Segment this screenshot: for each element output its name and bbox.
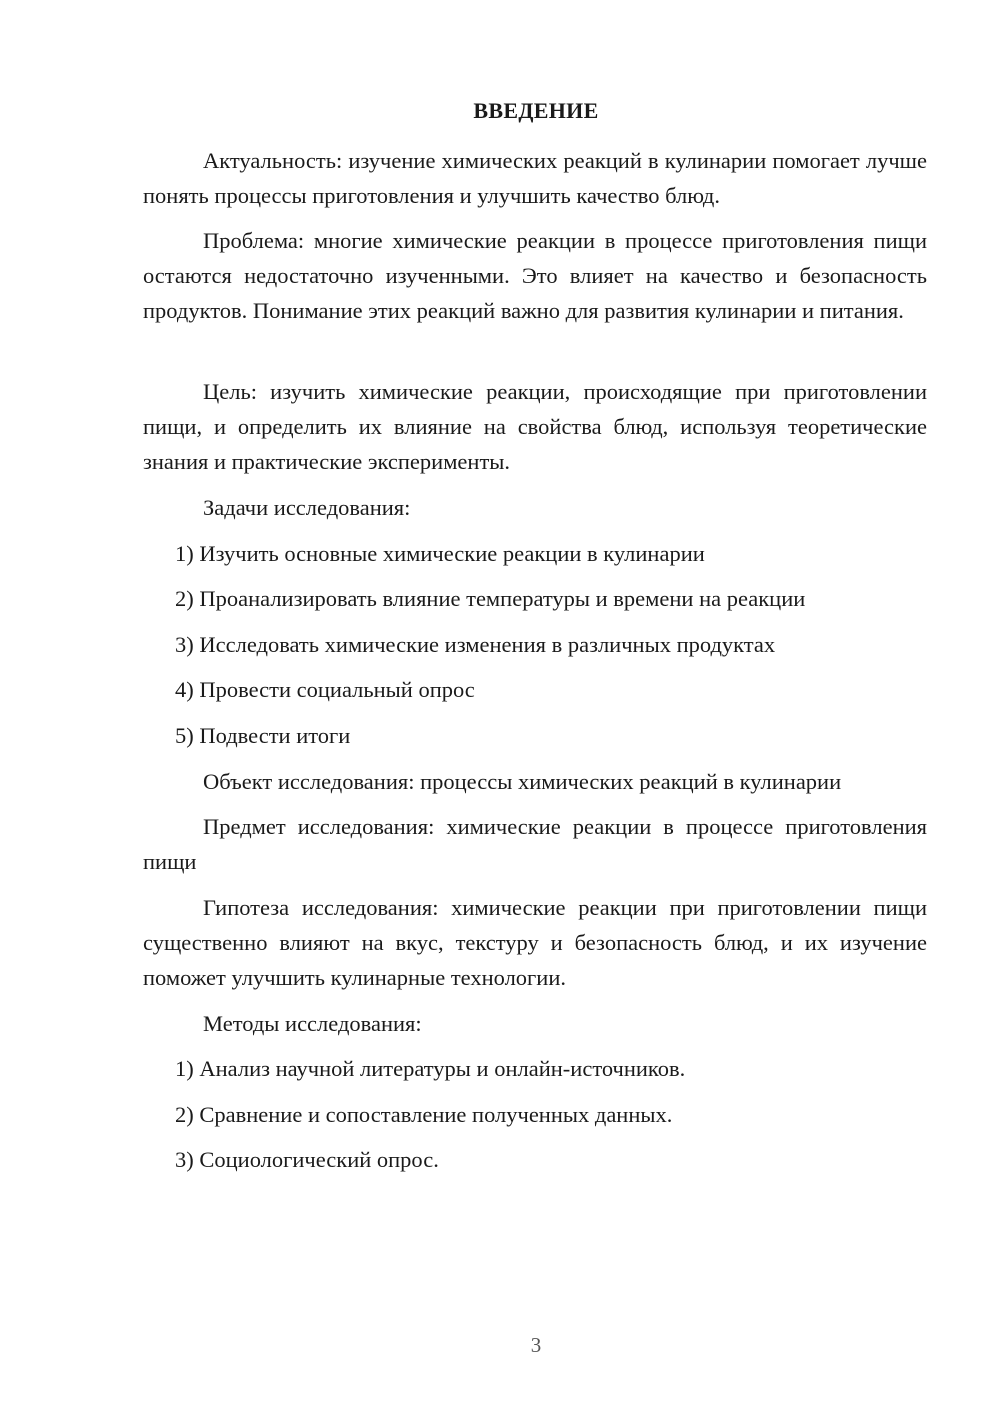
relevance-paragraph: Актуальность: изучение химических реакций в кулинарии помогает лучше понять процессы приготовления и улучшить качество блюд. — [143, 148, 927, 208]
method-item: 3) Социологический опрос. — [175, 1147, 439, 1172]
method-item: 2) Сравнение и сопоставление полученных данных. — [175, 1102, 673, 1127]
page-title: ВВЕДЕНИЕ — [473, 98, 599, 123]
hypothesis-paragraph: Гипотеза исследования: химические реакции при приготовлении пищи существенно влияют на вкус, текстуру и безопасность блюд, и их изучение поможет улучшить кулинарные технологии. — [143, 895, 927, 990]
tasks-heading: Задачи исследования: — [203, 495, 411, 520]
task-item: 4) Провести социальный опрос — [175, 677, 475, 702]
page-number: 3 — [530, 1333, 542, 1357]
goal-paragraph: Цель: изучить химические реакции, происходящие при приготовлении пищи, и определить их влияние на свойства блюд, используя теоретические знания и практические эксперименты. — [143, 379, 927, 474]
subject-paragraph: Предмет исследования: химические реакции в процессе приготовления пищи — [143, 814, 927, 874]
methods-heading: Методы исследования: — [203, 1011, 422, 1036]
task-item: 5) Подвести итоги — [175, 723, 351, 748]
task-item: 3) Исследовать химические изменения в различных продуктах — [175, 632, 776, 657]
task-item: 1) Изучить основные химические реакции в кулинарии — [175, 541, 705, 566]
object-line: Объект исследования: процессы химических реакций в кулинарии — [203, 769, 842, 794]
problem-paragraph: Проблема: многие химические реакции в процессе приготовления пищи остаются недостаточно изученными. Это влияет на качество и безопасность продуктов. Понимание этих реакций важно для развития кулинарии и питания. — [143, 228, 927, 323]
task-item: 2) Проанализировать влияние температуры и времени на реакции — [175, 586, 806, 611]
method-item: 1) Анализ научной литературы и онлайн-источников. — [175, 1056, 686, 1081]
